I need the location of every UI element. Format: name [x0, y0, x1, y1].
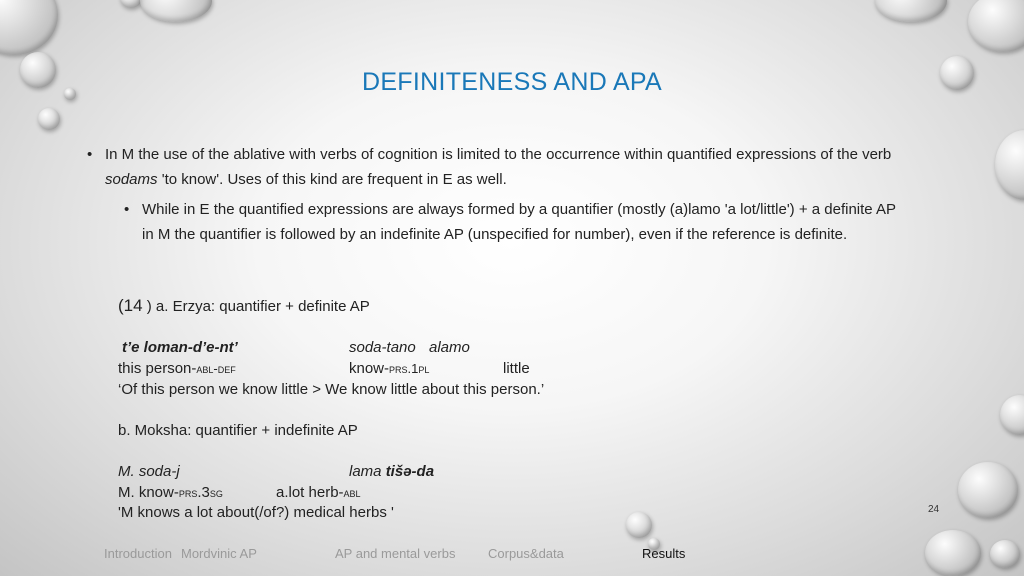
word-bold: tišə-da	[385, 463, 435, 480]
bullet-icon: •	[124, 201, 130, 218]
example-b-gloss-2	[276, 484, 361, 501]
footer-nav-corpus-data[interactable]: Corpus&data	[488, 546, 564, 561]
gloss-abbr: abl-def	[196, 361, 236, 376]
example-a-gloss-3: little	[503, 360, 530, 377]
slide-title: DEFINITENESS AND APA	[361, 68, 663, 96]
page-number: 24	[928, 504, 940, 515]
water-drop-decoration	[968, 0, 1024, 52]
water-drop-decoration	[990, 540, 1020, 568]
gloss-suffix: .3	[197, 484, 210, 501]
footer-nav-results[interactable]: Results	[642, 546, 686, 561]
example-a-translation: ‘Of this person we know little > We know little about this person.’	[118, 381, 545, 398]
water-drop-decoration	[120, 0, 142, 8]
water-drop-decoration	[626, 512, 652, 538]
bullet-icon: •	[87, 146, 93, 163]
example-label-a	[118, 296, 370, 316]
gloss-base: this person-	[118, 360, 197, 377]
gloss-abbr: abl	[343, 485, 361, 500]
gloss-base: know-	[349, 360, 390, 377]
bullet-item-1	[87, 142, 965, 192]
example-b-gloss-1	[118, 484, 223, 501]
gloss-abbr: prs.1pl	[389, 361, 430, 376]
footer-nav-ap-mental-verbs[interactable]: AP and mental verbs	[335, 546, 456, 561]
gloss-abbr: sg	[209, 485, 223, 500]
water-drop-decoration	[875, 0, 947, 22]
word-plain: lama	[349, 463, 386, 480]
footer-nav-mordvinic-ap[interactable]: Mordvinic AP	[181, 546, 257, 561]
example-a-gloss-2	[349, 360, 429, 377]
water-drop-decoration	[995, 130, 1024, 200]
water-drop-decoration	[1000, 395, 1024, 435]
example-number: (14	[118, 296, 143, 315]
water-drop-decoration	[0, 0, 58, 55]
bullet-item-2	[124, 197, 962, 247]
example-a-gloss-1	[118, 360, 236, 377]
bullet-2-line-1: While in E the quantified expressions are always formed by a quantifier (mostly (a)lamo 'a lot/little') + a definite AP	[142, 201, 896, 218]
gloss-base: M. know-	[118, 484, 179, 501]
example-a-word-2: soda-tano	[349, 339, 416, 356]
water-drop-decoration	[38, 108, 60, 130]
example-a-word-1: t’e loman-d’e-nt’	[122, 339, 238, 356]
bullet-1-line-1: In M the use of the ablative with verbs of cognition is limited to the occurrence within quantified expressions of the verb	[105, 146, 892, 163]
gloss-abbr: prs	[178, 485, 198, 500]
water-drop-decoration	[925, 530, 981, 576]
example-b-heading: b. Moksha: quantifier + indefinite AP	[118, 422, 358, 439]
example-a-word-3: alamo	[429, 339, 470, 356]
gloss-base: a.lot herb-	[276, 484, 344, 501]
bullet-1-line-2: 'to know'. Uses of this kind are frequent in E as well.	[157, 171, 507, 188]
example-b-translation: 'M knows a lot about(/of?) medical herbs '	[118, 504, 394, 521]
example-b-word-2	[349, 463, 434, 480]
bullet-2-line-2: in M the quantifier is followed by an indefinite AP (unspecified for number), even if the reference is definite.	[142, 226, 848, 243]
example-a-heading: ) a. Erzya: quantifier + definite AP	[142, 298, 370, 315]
example-b-word-1: M. soda-j	[118, 463, 180, 480]
water-drop-decoration	[140, 0, 212, 22]
footer-nav-introduction[interactable]: Introduction	[104, 546, 172, 561]
bullet-1-term: sodams	[105, 171, 158, 188]
water-drop-decoration	[958, 462, 1018, 518]
